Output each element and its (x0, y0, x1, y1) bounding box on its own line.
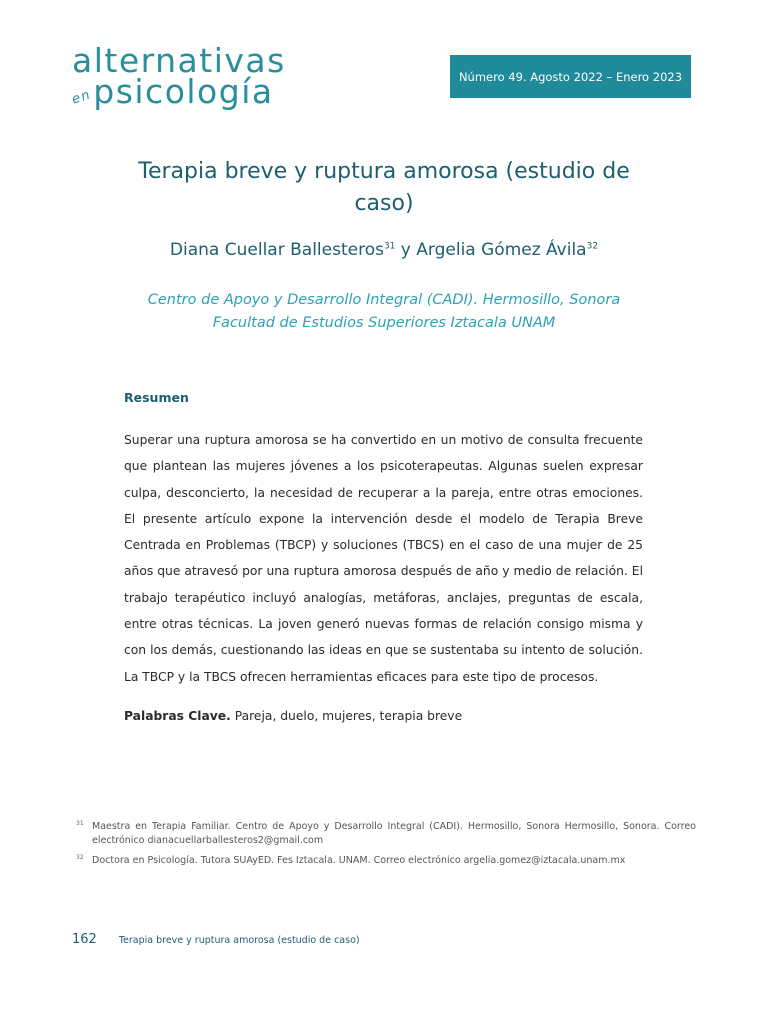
footnote-mark: 32 (76, 854, 84, 861)
logo-word-alternativas: alternativas (72, 41, 286, 80)
logo-word-en: en (70, 87, 94, 108)
affiliations (80, 289, 688, 335)
keywords-label: Palabras Clave. (124, 709, 231, 723)
footnote-text: Doctora en Psicología. Tutora SUAyED. Fes Iztacala. UNAM. Correo electrónico argelia.gomez@iztacala.unam.mx (92, 855, 626, 866)
page-footer (72, 932, 360, 947)
logo-word-row (70, 72, 286, 111)
article-title: Terapia breve y ruptura amorosa (estudio de caso) (138, 159, 630, 216)
abstract-heading: Resumen (124, 390, 189, 405)
logo-word-psicologia: psicología (93, 72, 274, 111)
running-title: Terapia breve y ruptura amorosa (estudio de caso) (118, 935, 360, 946)
footnotes (76, 820, 696, 874)
affiliation-line: Facultad de Estudios Superiores Iztacala UNAM (212, 315, 556, 331)
footnote-ref[interactable]: 31 (383, 241, 396, 252)
author-line (80, 240, 688, 260)
author-name: Argelia Gómez Ávila (416, 240, 587, 260)
footnote-ref[interactable]: 32 (586, 241, 599, 252)
affiliation-line: Centro de Apoyo y Desarrollo Integral (CADI). Hermosillo, Sonora (147, 292, 621, 308)
page-number: 162 (72, 932, 97, 947)
issue-badge: Número 49. Agosto 2022 – Enero 2023 (450, 55, 691, 98)
author-name: Diana Cuellar Ballesteros (169, 240, 384, 260)
author-joiner: y (395, 240, 417, 260)
footnote-text: Maestra en Terapia Familiar. Centro de Apoyo y Desarrollo Integral (CADI). Hermosillo, Sonora Hermosillo, Sonora. Correo electrónico dianacuellarballesteros2@gmail.com (92, 821, 696, 846)
keywords-list: Pareja, duelo, mujeres, terapia breve (230, 709, 463, 723)
journal-logo (70, 41, 286, 111)
footnote (76, 820, 696, 848)
keywords (124, 709, 643, 723)
footnote (76, 854, 696, 868)
abstract-text: Superar una ruptura amorosa se ha convertido en un motivo de consulta frecuente que plantean las mujeres jóvenes a los psicoterapeutas. Algunas suelen expresar culpa, desconcierto, la necesidad de recuperar a la pareja, entre otras emociones. El presente artículo expone la intervención desde el modelo de Terapia Breve Centrada en Problemas (TBCP) y soluciones (TBCS) en el caso de una mujer de 25 años que atravesó por una ruptura amorosa después de año y medio de relación. El trabajo terapéutico incluyó analogías, metáforas, anclajes, preguntas de escala, entre otras técnicas. La joven generó nuevas formas de relación consigo misma y con los demás, cuestionando las ideas en que se sustentaba su intento de solución. La TBCP y la TBCS ofrecen herramientas eficaces para este tipo de procesos. (124, 433, 643, 684)
footnote-mark: 31 (76, 820, 84, 827)
